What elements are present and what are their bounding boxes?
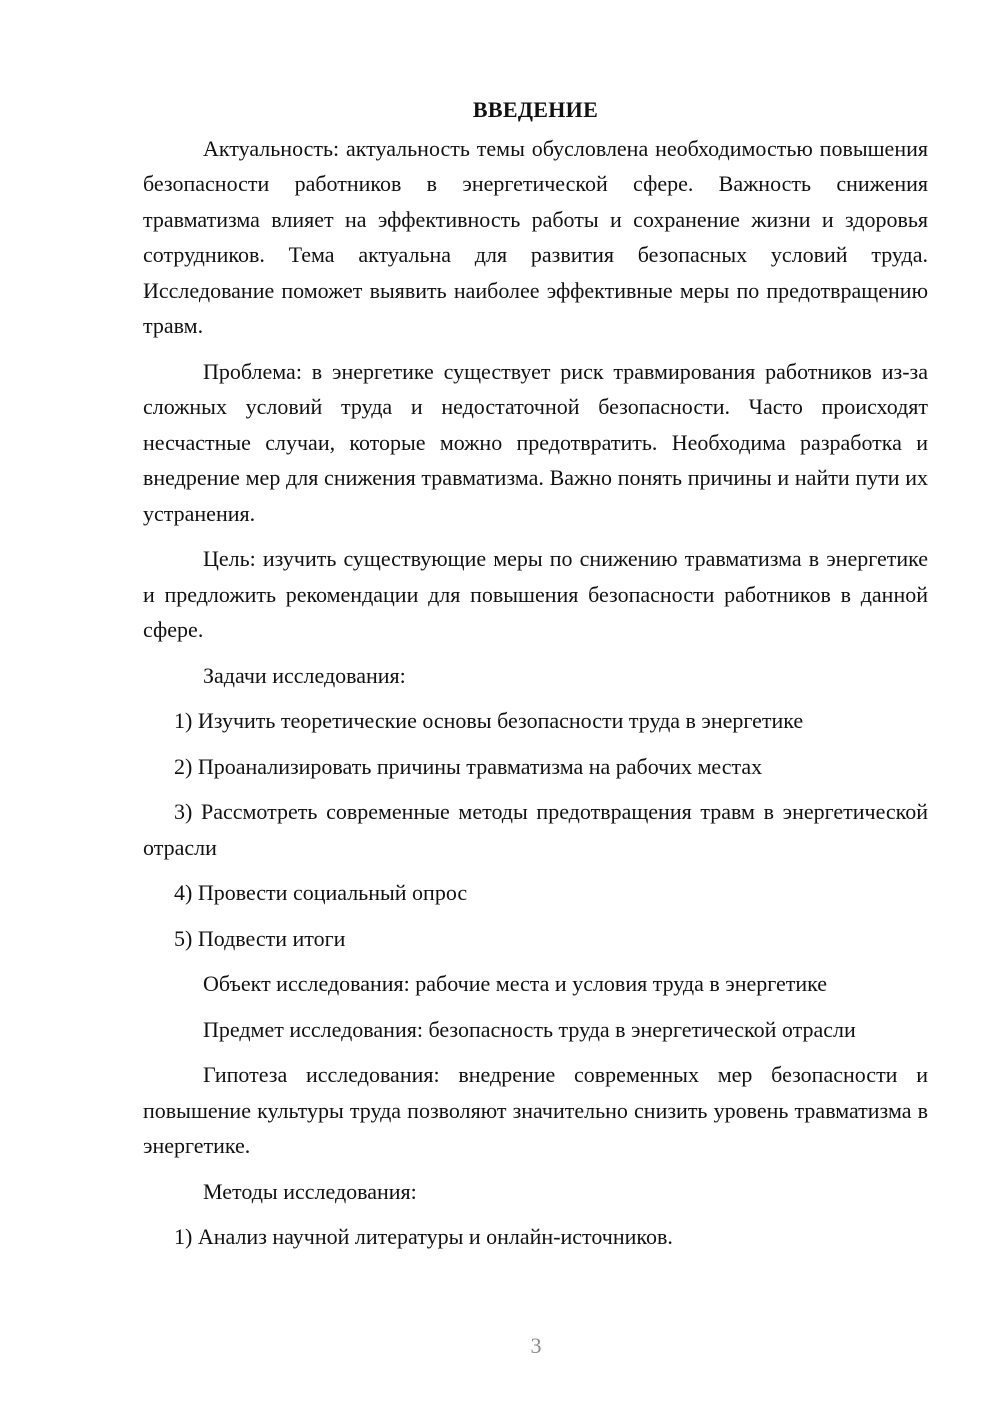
task-item-5: 5) Подвести итоги — [174, 925, 346, 951]
task-item-2: 2) Проанализировать причины травматизма на рабочих местах — [174, 753, 763, 779]
section-heading: ВВЕДЕНИЕ — [472, 97, 599, 122]
method-item-1: 1) Анализ научной литературы и онлайн-источников. — [174, 1224, 673, 1249]
subject-paragraph: Предмет исследования: безопасность труда в энергетической отрасли — [203, 1016, 856, 1042]
task-item-4: 4) Провести социальный опрос — [174, 880, 468, 905]
tasks-title: Задачи исследования: — [203, 662, 406, 688]
page-content — [143, 92, 928, 1265]
methods-title: Методы исследования: — [203, 1178, 417, 1204]
page-number: 3 — [530, 1333, 542, 1358]
task-item-1: 1) Изучить теоретические основы безопасности труда в энергетике — [174, 708, 804, 733]
relevance-paragraph: Актуальность: актуальность темы обусловлена необходимостью повышения безопасности работников в энергетической сфере. Важность снижения травматизма влияет на эффективность работы и сохранение жизни и здоровья сотрудников. Тема актуальна для развития безопасных условий труда. Исследование поможет выявить наиболее эффективные меры по предотвращению травм. — [143, 135, 928, 338]
task-item-3: 3) Рассмотреть современные методы предотвращения травм в энергетической отрасли — [143, 799, 928, 860]
problem-paragraph: Проблема: в энергетике существует риск травмирования работников из-за сложных условий труда и недостаточной безопасности. Часто происходят несчастные случаи, которые можно предотвратить. Необходима разработка и внедрение мер для снижения травматизма. Важно понять причины и найти пути их устранения. — [143, 358, 928, 526]
object-paragraph: Объект исследования: рабочие места и условия труда в энергетике — [203, 971, 828, 996]
hypothesis-paragraph: Гипотеза исследования: внедрение современных мер безопасности и повышение культуры труда позволяют значительно снизить уровень травматизма в энергетике. — [143, 1062, 928, 1158]
goal-paragraph: Цель: изучить существующие меры по снижению травматизма в энергетике и предложить рекомендации для повышения безопасности работников в данной сфере. — [143, 546, 928, 642]
